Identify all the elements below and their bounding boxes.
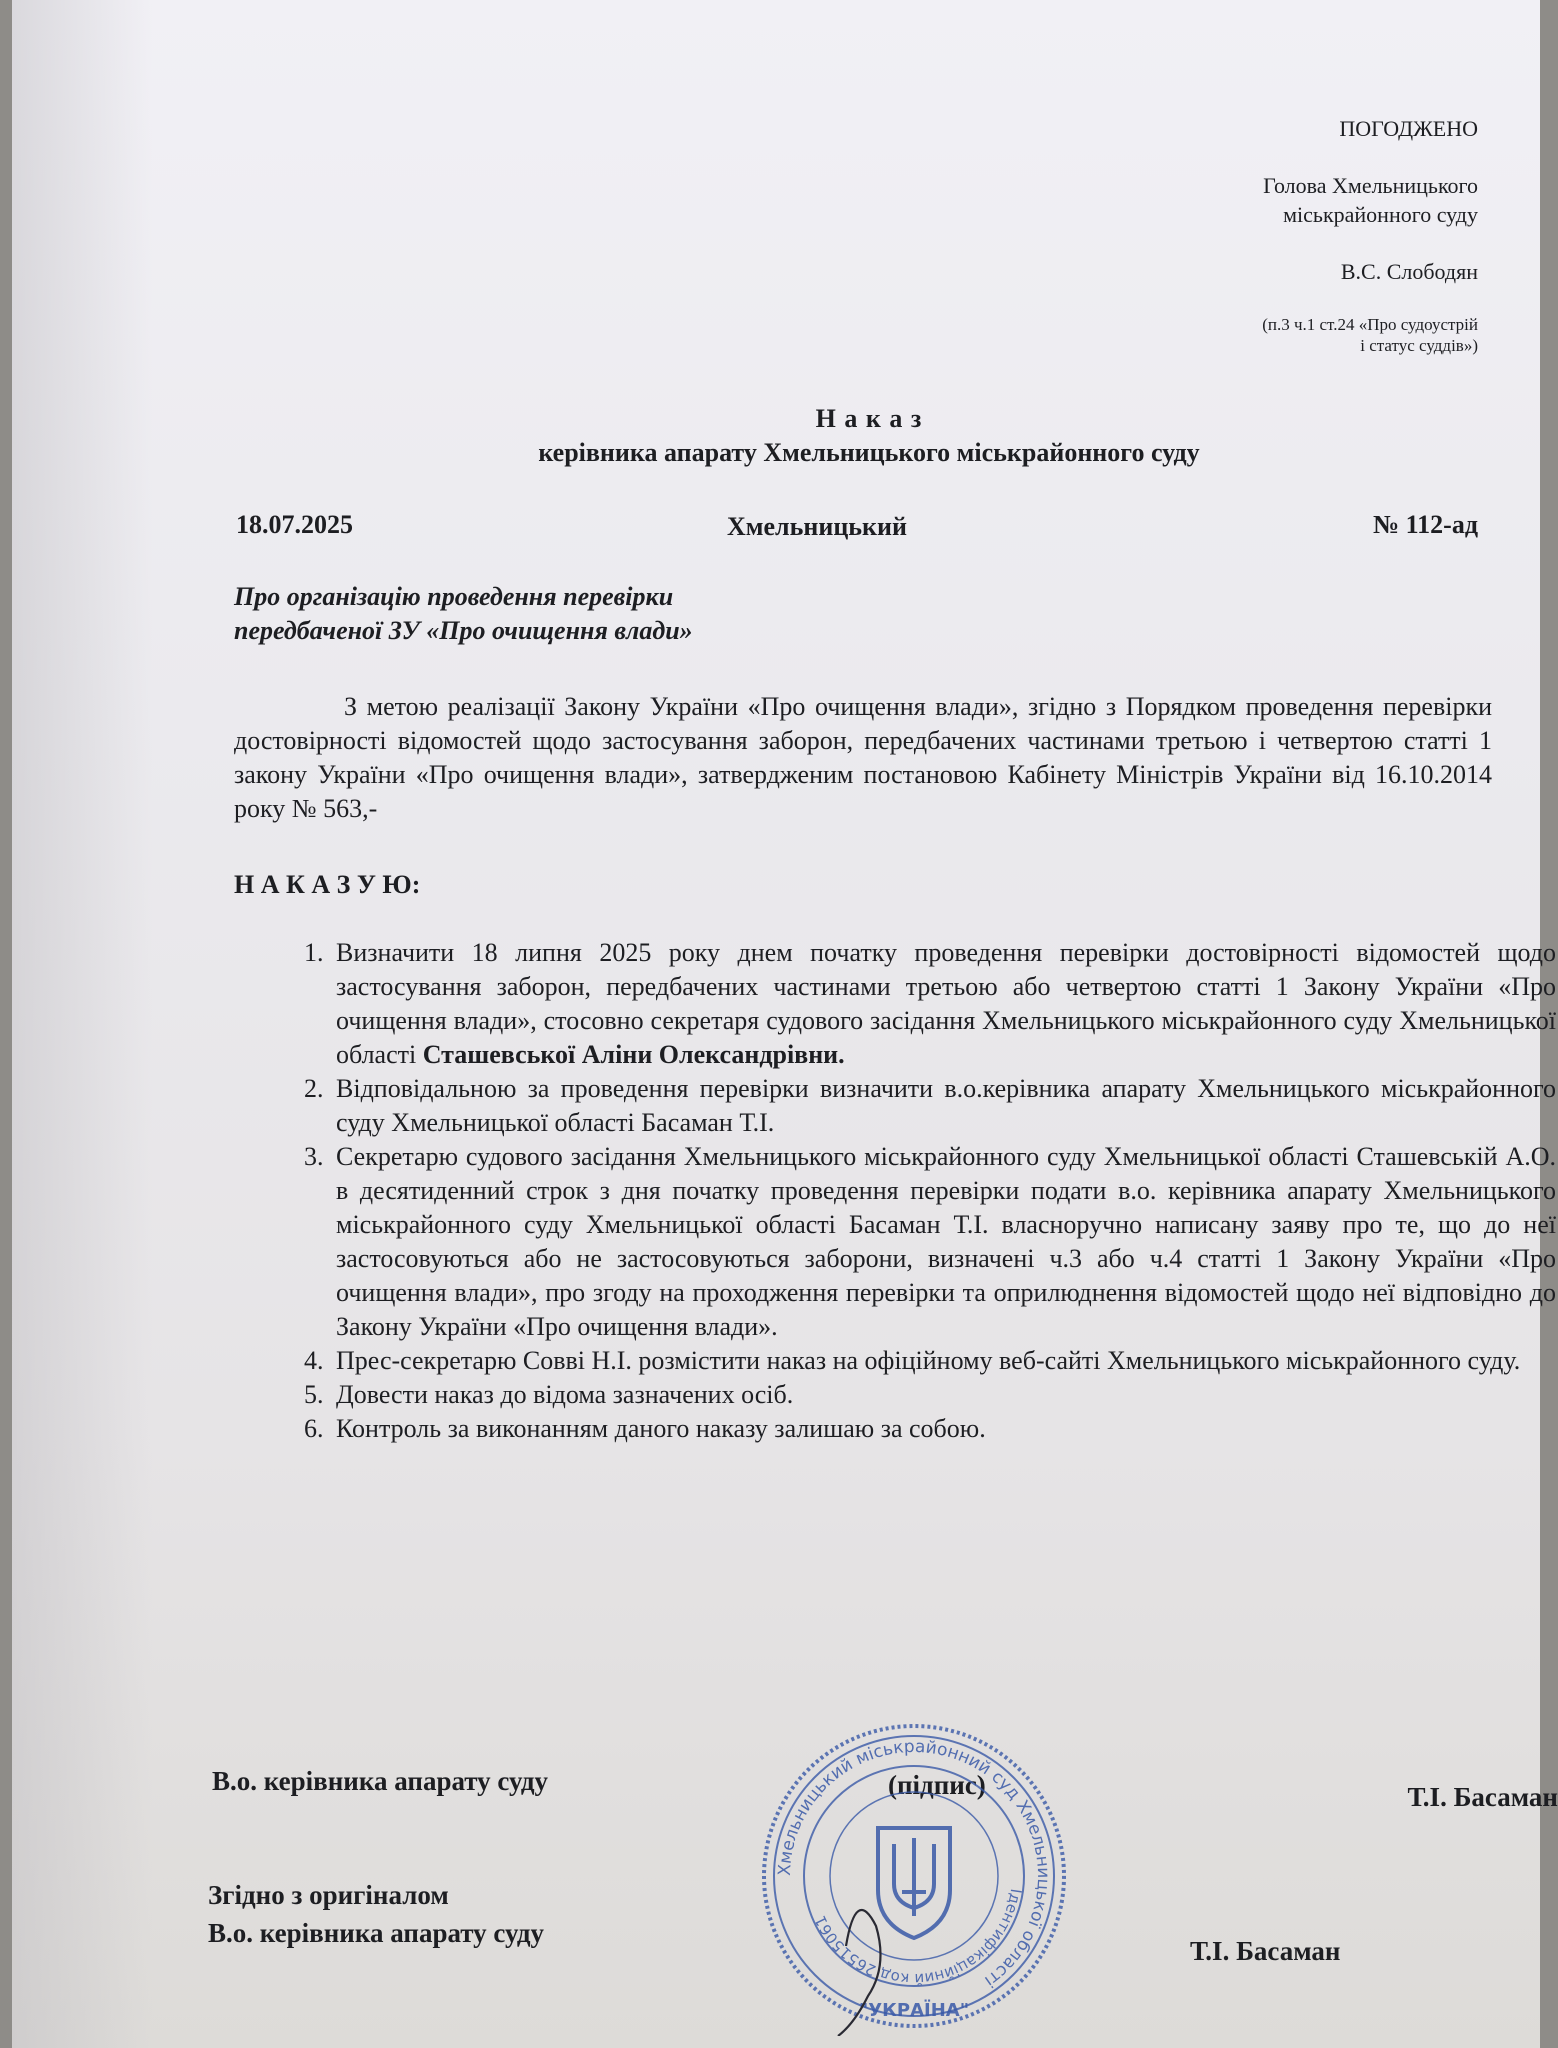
approval-block — [1262, 114, 1478, 356]
subject-line1: Про організацію проведення перевірки — [234, 582, 674, 611]
approval-position-line2: міськрайонного суду — [1283, 202, 1478, 227]
document-subtitle: керівника апарату Хмельницького міськрайонного суду — [538, 438, 1200, 467]
document-sheet — [12, 0, 1558, 2048]
list-item: 6. Контроль за виконанням даного наказу залишаю за собою. — [330, 1412, 1556, 1446]
document-title: Н а к а з — [815, 404, 923, 433]
stamp-bottom-text: "УКРАЇНА" — [858, 2000, 970, 2021]
copy-signatory-position: В.о. керівника апарату суду — [208, 1918, 544, 1948]
copy-signatory-name: Т.І. Басаман — [1190, 1936, 1341, 1966]
preamble-text: З метою реалізації Закону України «Про очищення влади», згідно з Порядком проведення перевірки достовірності відомостей щодо застосування заборон, передбачених частинами третьою і четвертою статті 1 закону України «Про очищення влади», затвердженим постановою Кабінету Міністрів України від 16.10.2014 року № 563,- — [234, 692, 1492, 823]
subject-line2: передбаченої ЗУ «Про очищення влади» — [234, 616, 693, 645]
order-city: Хмельницький — [727, 512, 907, 541]
employee-name: Сташевської Аліни Олександрівни. — [422, 1040, 845, 1069]
signatory-position: В.о. керівника апарату суду — [212, 1766, 548, 1796]
trident-emblem-icon — [878, 1828, 950, 1938]
list-item: 1. Визначити 18 липня 2025 року днем початку проведення перевірки достовірності відомостей щодо застосування заборон, передбачених частинами третьою або четвертою статті 1 Закону України «Про очищення влади», стосовно секретаря судового засідання Хмельницького міськрайонного суду Хмельницької області Сташевської Аліни Олександрівни. — [330, 936, 1556, 1072]
approval-position-line1: Голова Хмельницького — [1263, 173, 1478, 198]
list-item: 2. Відповідальною за проведення перевірки визначити в.о.керівника апарату Хмельницького міськрайонного суду Хмельницької області Басаман Т.І. — [330, 1072, 1556, 1140]
list-item: 3. Секретарю судового засідання Хмельницького міськрайонного суду Хмельницької області Сташевській А.О. в десятиденний строк з дня початку проведення перевірки подати в.о. керівника апарату Хмельницького міськрайонного суду Хмельницької області Басаман Т.І. власноручно написану заяву про те, що до неї застосовуються або не застосовуються заборони, визначені ч.3 або ч.4 статті 1 Закону України «Про очищення влади», про згоду на проходження перевірки та оприлюднення відомостей щодо неї відповідно до Закону України «Про очищення влади». — [330, 1140, 1556, 1344]
court-stamp-seal — [754, 1716, 1074, 2036]
order-number: № 112-ад — [1372, 510, 1478, 539]
signature-mark: (підпис) — [888, 1770, 986, 1800]
order-items — [266, 936, 1556, 1446]
signatory-name: Т.І. Басаман — [1407, 1782, 1558, 1812]
order-date: 18.07.2025 — [236, 510, 353, 539]
order-word: Н А К А З У Ю: — [234, 870, 421, 899]
approval-heading: ПОГОДЖЕНО — [1339, 116, 1478, 141]
list-item: 5. Довести наказ до відома зазначених осіб. — [330, 1378, 1556, 1412]
approval-legal-ref-line2: і статус суддів») — [1360, 336, 1478, 355]
stamp-code-text: Ідентифікаційний код 26515061 — [811, 1887, 1026, 1989]
list-item: 4. Прес-секретарю Совві Н.І. розмістити наказ на офіційному веб-сайті Хмельницького міськрайонного суду. — [330, 1344, 1556, 1378]
stamp-outer-text: Хмельницький міськрайонний суд Хмельницької області — [774, 1736, 1054, 1992]
approval-name: В.С. Слободян — [1340, 259, 1478, 284]
copy-note: Згідно з оригіналом — [208, 1880, 449, 1910]
approval-legal-ref-line1: (п.3 ч.1 ст.24 «Про судоустрій — [1262, 315, 1478, 334]
preamble — [234, 690, 1492, 826]
page-shadow — [12, 0, 152, 2048]
